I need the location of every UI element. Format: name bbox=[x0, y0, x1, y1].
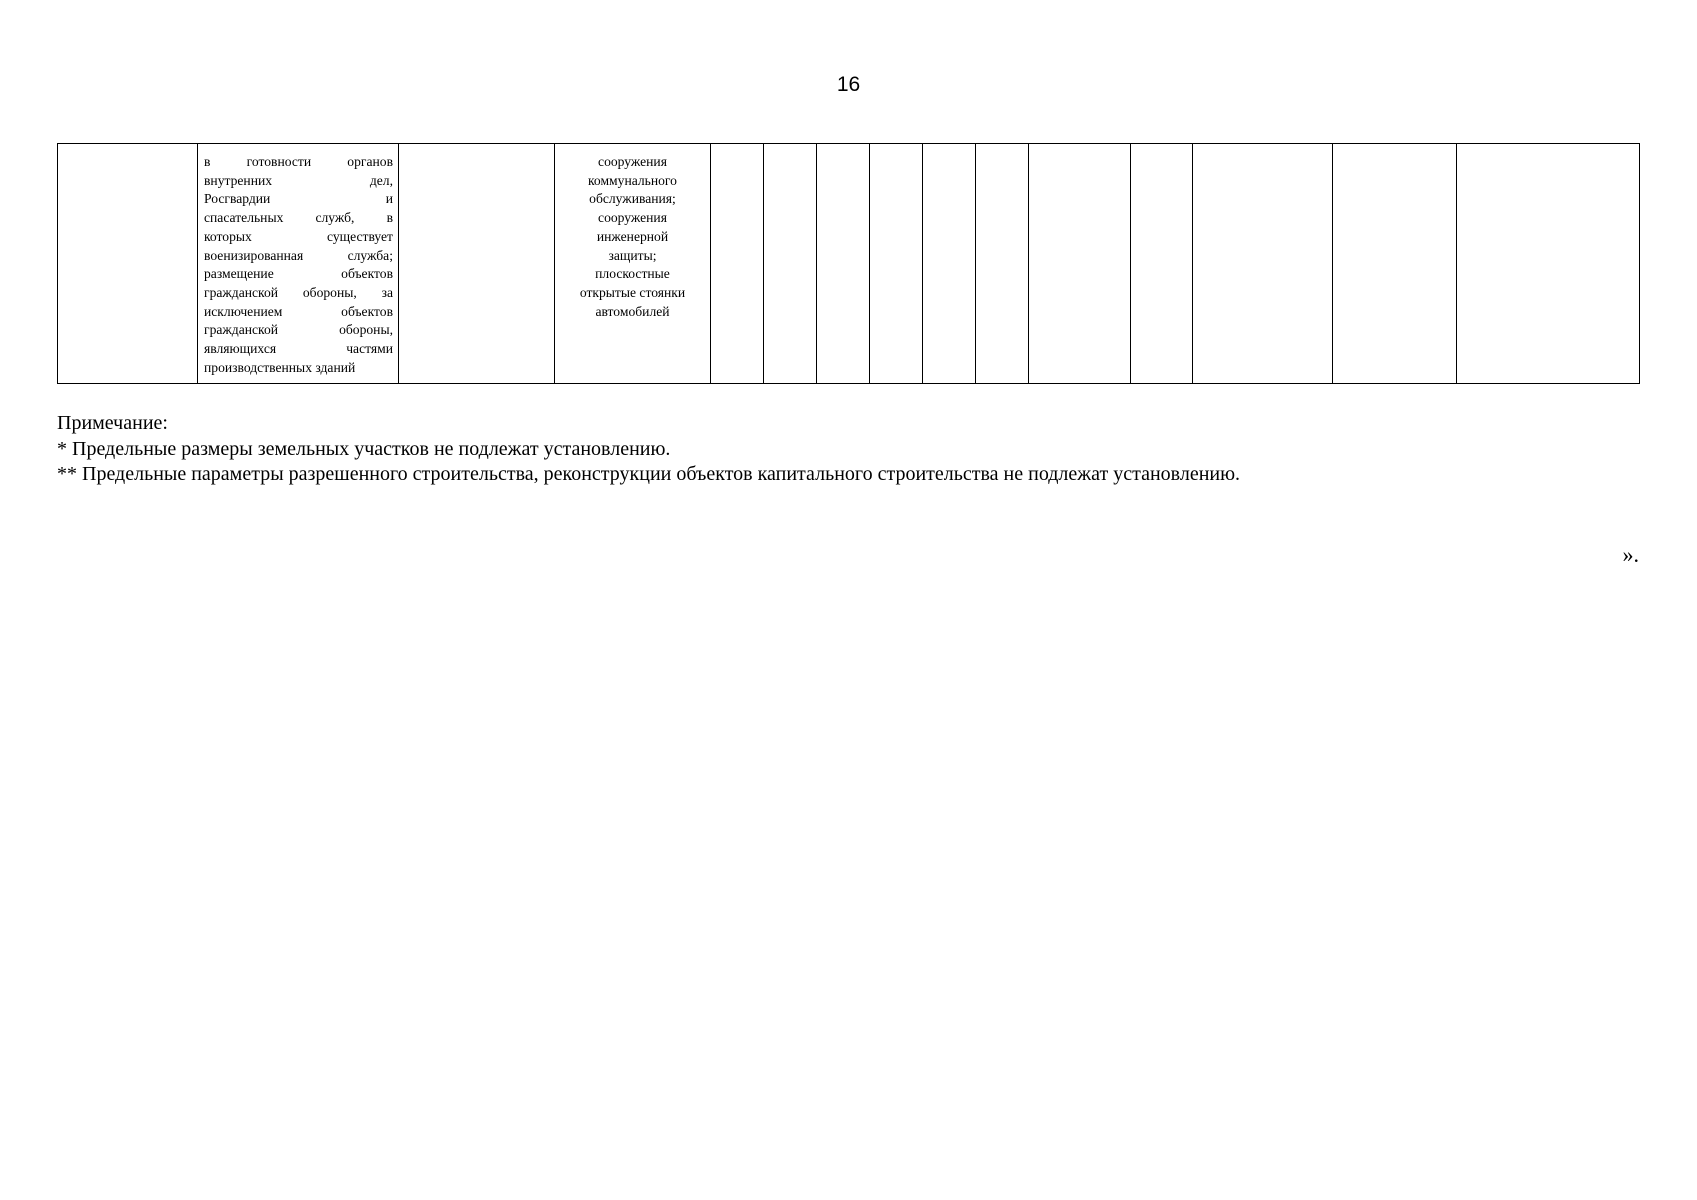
table-cell-empty bbox=[1029, 144, 1131, 384]
table-cell-empty bbox=[870, 144, 923, 384]
note-item: * Предельные размеры земельных участков не подлежат установлению. bbox=[57, 437, 671, 460]
table-cell-empty bbox=[976, 144, 1029, 384]
auxiliary-use-line: сооружения bbox=[598, 154, 667, 169]
notes-heading: Примечание: bbox=[57, 412, 168, 434]
closing-quote: ». bbox=[1622, 542, 1639, 567]
permitted-use-line: Росгвардии и bbox=[204, 191, 393, 207]
table-cell-empty bbox=[1457, 144, 1640, 384]
auxiliary-use-line: сооружения bbox=[598, 210, 667, 226]
table-cell-empty bbox=[711, 144, 764, 384]
permitted-use-line: гражданской обороны, bbox=[204, 322, 393, 338]
table-cell-auxiliary-use bbox=[555, 144, 711, 384]
permitted-use-line: которых существует bbox=[204, 228, 393, 244]
permitted-use-line: размещение объектов bbox=[204, 266, 393, 282]
auxiliary-use-line: инженерной bbox=[596, 228, 669, 244]
table-cell-empty bbox=[817, 144, 870, 384]
table-cell-empty bbox=[923, 144, 976, 384]
permitted-use-line: в готовности органов bbox=[204, 154, 393, 169]
zoning-table bbox=[57, 143, 1640, 384]
auxiliary-use-line: плоскостные bbox=[595, 266, 670, 282]
table-cell-empty bbox=[764, 144, 817, 384]
permitted-use-line: спасательных служб, в bbox=[204, 210, 393, 226]
permitted-use-line: внутренних дел, bbox=[204, 172, 393, 188]
auxiliary-use-line: открытые стоянки bbox=[579, 284, 686, 300]
note-item: ** Предельные параметры разрешенного строительства, реконструкции объектов капитального строительства не подлежат установлению. bbox=[57, 463, 1241, 485]
table-cell-empty bbox=[1333, 144, 1457, 384]
page-number: 16 bbox=[836, 73, 861, 96]
table-cell-empty bbox=[58, 144, 198, 384]
table-cell-empty bbox=[1131, 144, 1193, 384]
notes-block bbox=[57, 411, 1617, 488]
permitted-use-line: гражданской обороны, за bbox=[204, 284, 393, 300]
table-cell-permitted-use bbox=[198, 144, 399, 384]
table-row bbox=[58, 144, 1640, 384]
permitted-use-line: являющихся частями bbox=[204, 341, 393, 357]
table-cell-empty bbox=[399, 144, 555, 384]
permitted-use-line: исключением объектов bbox=[204, 303, 393, 319]
table-cell-empty bbox=[1193, 144, 1333, 384]
permitted-use-line: военизированная служба; bbox=[204, 247, 393, 263]
auxiliary-use-line: обслуживания; bbox=[589, 191, 676, 207]
auxiliary-use-line: коммунального bbox=[588, 172, 677, 188]
auxiliary-use-line: автомобилей bbox=[595, 303, 670, 319]
auxiliary-use-line: защиты; bbox=[608, 247, 657, 263]
permitted-use-line: производственных зданий bbox=[204, 359, 356, 375]
